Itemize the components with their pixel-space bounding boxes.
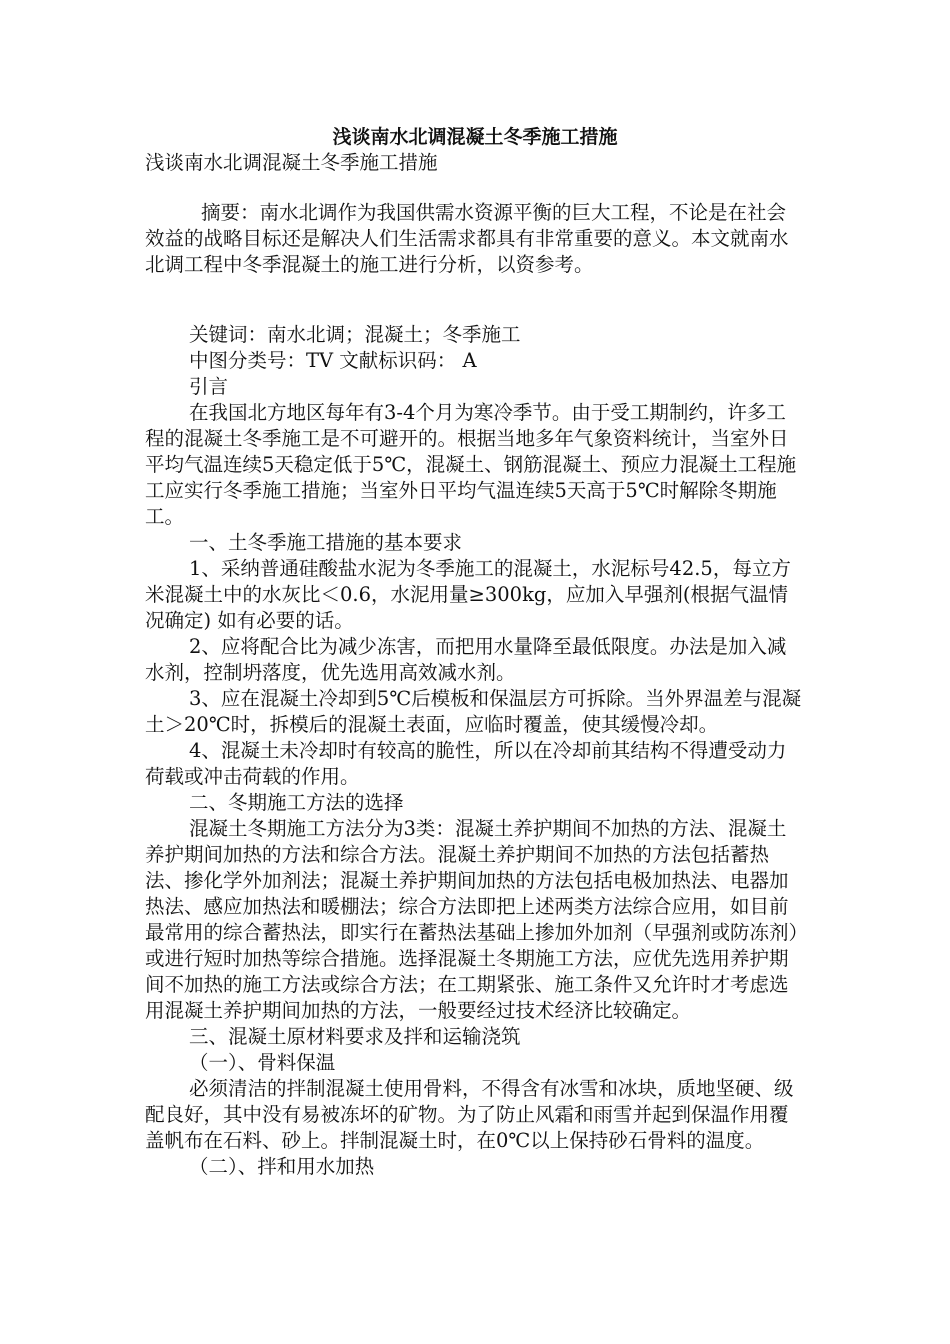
section3-sub1-heading: （一）、骨料保温 — [189, 1051, 336, 1074]
intro-paragraph: 在我国北方地区每年有3-4个月为寒冷季节。由于受工期制约，许多工程的混凝土冬季施工是不可避开的。根据当地多年气象资料统计，当室外日平均气温连续5天稳定低于5℃，混凝土、钢筋混凝土、预应力混凝土工程施工应实行冬季施工措施；当室外日平均气温连续5天高于5℃时解除冬期施工。 — [145, 401, 797, 528]
abstract-paragraph: 摘要：南水北调作为我国供需水资源平衡的巨大工程，不论是在社会效益的战略目标还是解决人们生活需求都具有非常重要的意义。本文就南水北调工程中冬季混凝土的施工进行分析，以资参考。 — [145, 201, 789, 276]
section2-heading: 二、冬期施工方法的选择 — [189, 791, 404, 814]
section1-item-1: 1、采纳普通硅酸盐水泥为冬季施工的混凝土，水泥标号42.5，每立方米混凝土中的水灰比＜0.6，水泥用量≥300kg，应加入早强剂(根据气温情况确定) 如有必要的话。 — [145, 557, 791, 632]
intro-heading: 引言 — [189, 375, 229, 398]
document-subtitle: 浅谈南水北调混凝土冬季施工措施 — [145, 151, 438, 174]
classification-line: 中图分类号：TV 文献标识码： A — [189, 349, 477, 372]
section1-heading: 一、土冬季施工措施的基本要求 — [189, 531, 463, 554]
section2-paragraph: 混凝土冬期施工方法分为3类：混凝土养护期间不加热的方法、混凝土养护期间加热的方法和综合方法。混凝土养护期间不加热的方法包括蓄热法、掺化学外加剂法；混凝土养护期间加热的方法包括电极加热法、电器加热法、感应加热法和暖棚法；综合方法即把上述两类方法综合应用，如目前最常用的综合蓄热法，即实行在蓄热法基础上掺加外加剂（早强剂或防冻剂）或进行短时加热等综合措施。选择混凝土冬期施工方法，应优先选用养护期间不加热的施工方法或综合方法；在工期紧张、施工条件又允许时才考虑选用混凝土养护期间加热的方法，一般要经过技术经济比较确定。 — [145, 817, 799, 1022]
section3-sub2-heading: （二）、拌和用水加热 — [189, 1155, 375, 1178]
section1-item-3: 3、应在混凝土冷却到5℃后模板和保温层方可拆除。当外界温差与混凝土＞20℃时，拆模后的混凝土表面，应临时覆盖，使其缓慢冷却。 — [145, 687, 802, 736]
keywords-line: 关键词：南水北调；混凝土；冬季施工 — [189, 323, 521, 346]
section1-item-4: 4、混凝土未冷却时有较高的脆性，所以在冷却前其结构不得遭受动力荷载或冲击荷载的作用。 — [145, 739, 787, 788]
document-body — [145, 322, 805, 1180]
section1-item-2: 2、应将配合比为减少冻害，而把用水量降至最低限度。办法是加入减水剂，控制坍落度，优先选用高效减水剂。 — [145, 635, 787, 684]
section3-sub1-paragraph: 必须清洁的拌制混凝土使用骨料，不得含有冰雪和冰块，质地坚硬、级配良好，其中没有易被冻坏的矿物。为了防止风霜和雨雪并起到保温作用覆盖帆布在石料、砂上。拌制混凝土时，在0℃以上保持砂石骨料的温度。 — [145, 1077, 794, 1152]
section3-heading: 三、混凝土原材料要求及拌和运输浇筑 — [189, 1025, 521, 1048]
document-title: 浅谈南水北调混凝土冬季施工措施 — [332, 126, 618, 148]
